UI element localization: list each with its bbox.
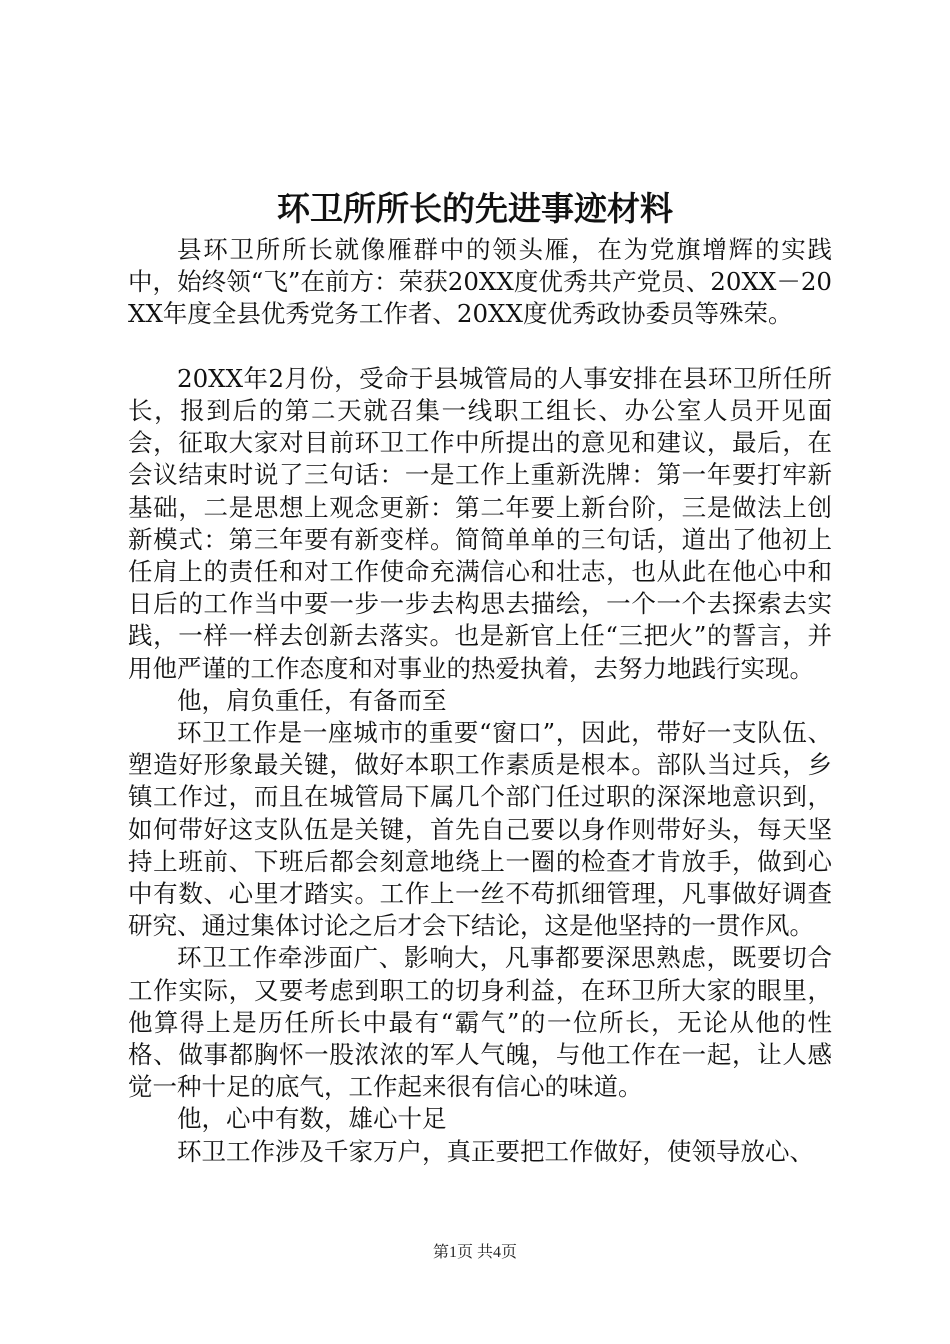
document-body [128,234,832,1168]
paragraph-appointment: 20XX年2月份，受命于县城管局的人事安排在县环卫所任所长，报到后的第二天就召集一线职工组长、办公室人员开见面会，征取大家对目前环卫工作中所提出的意见和建议，最后，在会议结束时说了三句话：一是工作上重新洗牌：第一年要打牢新基础，二是思想上观念更新：第二年要上新台阶，三是做法上创新模式：第三年要有新变样。简简单单的三句话，道出了他初上任肩上的责任和对工作使命充满信心和壮志，也从此在他心中和日后的工作当中要一步一步去构思去描绘，一个一个去探索去实践，一样一样去创新去落实。也是新官上任“三把火”的誓言，并用他严谨的工作态度和对事业的热爱执着，去努力地践行实现。 [128,363,832,683]
section-heading-responsibility: 他，肩负重任，有备而至 [177,685,447,715]
paragraph-intro: 县环卫所所长就像雁群中的领头雁，在为党旗增辉的实践中，始终领“飞”在前方：荣获20XX度优秀共产党员、20XX－20XX年度全县优秀党务工作者、20XX度优秀政协委员等殊荣。 [128,235,832,329]
page-number-footer: 第1页 共4页 [432,1244,517,1261]
section-heading-ambition: 他，心中有数，雄心十足 [177,1104,447,1134]
paragraph-team-building: 环卫工作是一座城市的重要“窗口”，因此，带好一支队伍、塑造好形象最关键，做好本职工作素质是根本。部队当过兵，乡镇工作过，而且在城管局下属几个部门任过职的深深地意识到，如何带好这支队伍是关键，首先自己要以身作则带好头，每天坚持上班前、下班后都会刻意地绕上一圈的检查才肯放手，做到心中有数、心里才踏实。工作上一丝不苟抓细管理，凡事做好调查研究、通过集体讨论之后才会下结论，这是他坚持的一贯作风。 [128,718,832,941]
paragraph-continued: 环卫工作涉及千家万户，真正要把工作做好，使领导放心、 [177,1136,814,1166]
paragraph-work-style: 环卫工作牵涉面广、影响大，凡事都要深思熟虑，既要切合工作实际，又要考虑到职工的切身利益，在环卫所大家的眼里，他算得上是历任所长中最有“霸气”的一位所长，无论从他的性格、做事都胸怀一股浓浓的军人气魄，与他工作在一起，让人感觉一种十足的底气，工作起来很有信心的味道。 [128,943,832,1102]
document-title: 环卫所所长的先进事迹材料 [277,189,673,228]
